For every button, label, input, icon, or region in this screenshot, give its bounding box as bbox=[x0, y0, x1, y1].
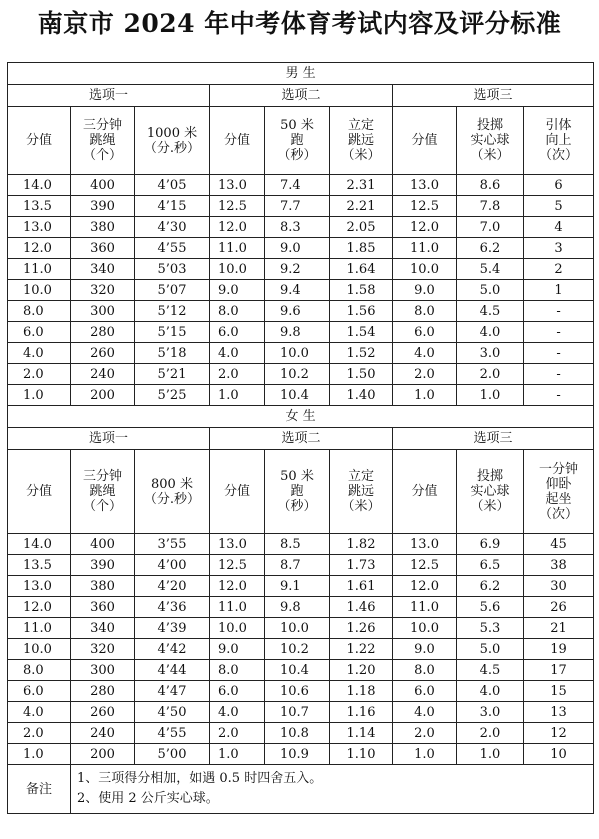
table-cell: 38 bbox=[524, 555, 594, 576]
female-column-header bbox=[265, 450, 330, 534]
table-cell: 5 bbox=[524, 196, 594, 217]
table-cell: 7.0 bbox=[457, 217, 524, 238]
table-cell: 8.6 bbox=[457, 175, 524, 196]
table-cell: 13.0 bbox=[210, 534, 265, 555]
table-cell: 9.0 bbox=[210, 639, 265, 660]
table-cell: - bbox=[524, 322, 594, 343]
female-option-1: 选项一 bbox=[8, 428, 210, 450]
table-cell: 4.5 bbox=[457, 660, 524, 681]
male-table-row bbox=[8, 259, 594, 280]
table-cell: 4.5 bbox=[457, 301, 524, 322]
table-cell: 17 bbox=[524, 660, 594, 681]
male-table-row bbox=[8, 280, 594, 301]
header-text: 引体 向上 （次） bbox=[539, 118, 579, 163]
table-cell: 10.7 bbox=[265, 702, 330, 723]
table-cell: 1.61 bbox=[330, 576, 393, 597]
table-cell: 26 bbox=[524, 597, 594, 618]
female-section-label: 女 生 bbox=[8, 406, 594, 428]
table-cell: 12 bbox=[524, 723, 594, 744]
table-cell: 1.20 bbox=[330, 660, 393, 681]
table-cell: 4’05 bbox=[135, 175, 210, 196]
table-cell: 4’55 bbox=[135, 723, 210, 744]
table-cell: 8.5 bbox=[265, 534, 330, 555]
table-cell: 1.0 bbox=[210, 385, 265, 406]
table-cell: 10.0 bbox=[8, 280, 71, 301]
female-table-row bbox=[8, 534, 594, 555]
table-cell: 12.0 bbox=[210, 217, 265, 238]
table-cell: 8.3 bbox=[265, 217, 330, 238]
female-column-header bbox=[524, 450, 594, 534]
table-cell: 320 bbox=[71, 280, 135, 301]
table-cell: - bbox=[524, 343, 594, 364]
female-table-row bbox=[8, 618, 594, 639]
table-cell: 8.0 bbox=[393, 301, 457, 322]
table-cell: 10.4 bbox=[265, 660, 330, 681]
female-table-row bbox=[8, 555, 594, 576]
table-cell: 1.0 bbox=[210, 744, 265, 765]
male-table-row bbox=[8, 322, 594, 343]
table-cell: 5’15 bbox=[135, 322, 210, 343]
male-table-row bbox=[8, 196, 594, 217]
table-cell: 6.0 bbox=[393, 322, 457, 343]
table-cell: 9.8 bbox=[265, 322, 330, 343]
table-cell: 1.0 bbox=[457, 744, 524, 765]
header-text: 分值 bbox=[25, 133, 52, 148]
header-text: 投掷 实心球 （米） bbox=[470, 118, 510, 163]
table-cell: 1.82 bbox=[330, 534, 393, 555]
table-cell: 11.0 bbox=[393, 597, 457, 618]
table-cell: 10.6 bbox=[265, 681, 330, 702]
table-cell: 8.0 bbox=[8, 301, 71, 322]
table-cell: 2.05 bbox=[330, 217, 393, 238]
table-cell: 300 bbox=[71, 301, 135, 322]
table-cell: 7.7 bbox=[265, 196, 330, 217]
table-cell: 5.0 bbox=[457, 280, 524, 301]
table-cell: 13.0 bbox=[393, 175, 457, 196]
table-cell: 8.0 bbox=[210, 301, 265, 322]
table-cell: 1.14 bbox=[330, 723, 393, 744]
table-cell: 1.0 bbox=[393, 385, 457, 406]
table-body bbox=[8, 63, 594, 814]
table-cell: 4.0 bbox=[8, 343, 71, 364]
table-cell: 1.0 bbox=[457, 385, 524, 406]
table-cell: 13.0 bbox=[8, 217, 71, 238]
table-cell: 240 bbox=[71, 364, 135, 385]
table-cell: 12.0 bbox=[8, 597, 71, 618]
table-cell: 6.0 bbox=[210, 322, 265, 343]
header-text: 分值 bbox=[223, 133, 250, 148]
table-cell: 5.3 bbox=[457, 618, 524, 639]
male-table-row bbox=[8, 217, 594, 238]
table-cell: - bbox=[524, 364, 594, 385]
table-cell: 6.0 bbox=[8, 322, 71, 343]
table-cell: 1.64 bbox=[330, 259, 393, 280]
table-cell: 9.2 bbox=[265, 259, 330, 280]
header-text: 投掷 实心球 （米） bbox=[470, 469, 510, 514]
table-cell: 6.2 bbox=[457, 576, 524, 597]
notes-label: 备注 bbox=[8, 765, 71, 814]
table-cell: 10.0 bbox=[265, 343, 330, 364]
male-column-header bbox=[330, 107, 393, 175]
table-cell: 4’42 bbox=[135, 639, 210, 660]
table-cell: 45 bbox=[524, 534, 594, 555]
table-cell: 6.0 bbox=[210, 681, 265, 702]
table-cell: 10.8 bbox=[265, 723, 330, 744]
table-cell: 11.0 bbox=[210, 238, 265, 259]
male-options-row bbox=[8, 85, 594, 107]
female-header-row bbox=[8, 450, 594, 534]
table-cell: 340 bbox=[71, 259, 135, 280]
male-header-row bbox=[8, 107, 594, 175]
table-cell: 5’25 bbox=[135, 385, 210, 406]
table-cell: 13.5 bbox=[8, 196, 71, 217]
male-column-header bbox=[457, 107, 524, 175]
table-cell: 2.0 bbox=[210, 364, 265, 385]
table-cell: 1 bbox=[524, 280, 594, 301]
male-column-header bbox=[8, 107, 71, 175]
female-column-header bbox=[210, 450, 265, 534]
header-text: 三分钟 跳绳 （个） bbox=[82, 469, 122, 514]
header-text: 1000 米 （分.秒） bbox=[143, 125, 201, 156]
table-cell: 7.8 bbox=[457, 196, 524, 217]
table-cell: 200 bbox=[71, 385, 135, 406]
table-cell: 4.0 bbox=[8, 702, 71, 723]
table-cell: 380 bbox=[71, 576, 135, 597]
table-cell: 3’55 bbox=[135, 534, 210, 555]
table-cell: 12.5 bbox=[393, 555, 457, 576]
table-cell: 2.0 bbox=[8, 364, 71, 385]
table-cell: 2.0 bbox=[457, 364, 524, 385]
table-cell: 280 bbox=[71, 681, 135, 702]
female-option-3: 选项三 bbox=[393, 428, 594, 450]
table-cell: 4’20 bbox=[135, 576, 210, 597]
female-column-header bbox=[8, 450, 71, 534]
table-cell: 6 bbox=[524, 175, 594, 196]
table-cell: 12.0 bbox=[393, 217, 457, 238]
female-table-row bbox=[8, 681, 594, 702]
table-cell: 13.5 bbox=[8, 555, 71, 576]
table-cell: 4’44 bbox=[135, 660, 210, 681]
table-cell: 9.8 bbox=[265, 597, 330, 618]
table-cell: 4’55 bbox=[135, 238, 210, 259]
table-cell: 2.0 bbox=[210, 723, 265, 744]
table-cell: 4’30 bbox=[135, 217, 210, 238]
table-cell: 6.0 bbox=[393, 681, 457, 702]
female-section-row bbox=[8, 406, 594, 428]
table-cell: 12.5 bbox=[210, 196, 265, 217]
table-cell: 3.0 bbox=[457, 343, 524, 364]
header-text: 立定 跳远 （米） bbox=[341, 469, 381, 514]
table-cell: 260 bbox=[71, 702, 135, 723]
table-cell: 12.5 bbox=[210, 555, 265, 576]
table-cell: 4’39 bbox=[135, 618, 210, 639]
table-cell: 5’12 bbox=[135, 301, 210, 322]
table-cell: 4.0 bbox=[457, 322, 524, 343]
table-cell: 9.6 bbox=[265, 301, 330, 322]
table-cell: 1.40 bbox=[330, 385, 393, 406]
table-cell: 11.0 bbox=[393, 238, 457, 259]
table-cell: 340 bbox=[71, 618, 135, 639]
header-text: 一分钟 仰卧 起坐 （次） bbox=[539, 461, 579, 522]
table-cell: 3.0 bbox=[457, 702, 524, 723]
table-cell: 1.0 bbox=[8, 385, 71, 406]
table-cell: 1.16 bbox=[330, 702, 393, 723]
table-cell: 4.0 bbox=[457, 681, 524, 702]
table-cell: 2.31 bbox=[330, 175, 393, 196]
female-column-header bbox=[393, 450, 457, 534]
male-column-header bbox=[210, 107, 265, 175]
table-cell: 12.0 bbox=[8, 238, 71, 259]
female-table-row bbox=[8, 702, 594, 723]
table-cell: 300 bbox=[71, 660, 135, 681]
table-cell: 6.5 bbox=[457, 555, 524, 576]
table-cell: 4.0 bbox=[210, 343, 265, 364]
table-cell: 2.21 bbox=[330, 196, 393, 217]
female-options-row bbox=[8, 428, 594, 450]
table-cell: 1.52 bbox=[330, 343, 393, 364]
header-text: 800 米 （分.秒） bbox=[143, 476, 201, 507]
table-cell: 13 bbox=[524, 702, 594, 723]
table-cell: 11.0 bbox=[8, 618, 71, 639]
table-cell: 10.0 bbox=[210, 259, 265, 280]
table-cell: 10.0 bbox=[8, 639, 71, 660]
table-cell: 10.0 bbox=[265, 618, 330, 639]
scoring-table bbox=[7, 62, 594, 814]
male-column-header bbox=[71, 107, 135, 175]
male-table-row bbox=[8, 238, 594, 259]
male-table-row bbox=[8, 364, 594, 385]
table-cell: 12.0 bbox=[393, 576, 457, 597]
male-section-row bbox=[8, 63, 594, 85]
table-cell: 9.0 bbox=[210, 280, 265, 301]
female-table-row bbox=[8, 723, 594, 744]
header-text: 50 米 跑 （秒） bbox=[277, 118, 317, 163]
table-cell: 240 bbox=[71, 723, 135, 744]
table-cell: 19 bbox=[524, 639, 594, 660]
table-cell: 8.7 bbox=[265, 555, 330, 576]
female-table-row bbox=[8, 744, 594, 765]
table-cell: 4’15 bbox=[135, 196, 210, 217]
female-table-row bbox=[8, 660, 594, 681]
table-cell: 13.0 bbox=[210, 175, 265, 196]
table-cell: 390 bbox=[71, 555, 135, 576]
table-cell: 390 bbox=[71, 196, 135, 217]
female-column-header bbox=[71, 450, 135, 534]
table-cell: 10.2 bbox=[265, 639, 330, 660]
table-cell: 1.73 bbox=[330, 555, 393, 576]
male-section-label: 男 生 bbox=[8, 63, 594, 85]
table-cell: 360 bbox=[71, 238, 135, 259]
table-cell: 5.0 bbox=[457, 639, 524, 660]
table-cell: 8.0 bbox=[393, 660, 457, 681]
table-cell: 360 bbox=[71, 597, 135, 618]
table-cell: 10 bbox=[524, 744, 594, 765]
table-cell: 9.4 bbox=[265, 280, 330, 301]
table-cell: 2 bbox=[524, 259, 594, 280]
table-cell: 11.0 bbox=[8, 259, 71, 280]
table-cell: 9.0 bbox=[265, 238, 330, 259]
table-cell: 5.4 bbox=[457, 259, 524, 280]
table-cell: 8.0 bbox=[8, 660, 71, 681]
table-cell: 1.0 bbox=[393, 744, 457, 765]
male-column-header bbox=[524, 107, 594, 175]
male-column-header bbox=[135, 107, 210, 175]
table-cell: 21 bbox=[524, 618, 594, 639]
table-cell: 4.0 bbox=[210, 702, 265, 723]
table-cell: 6.9 bbox=[457, 534, 524, 555]
table-cell: 1.50 bbox=[330, 364, 393, 385]
female-column-header bbox=[457, 450, 524, 534]
table-cell: 13.0 bbox=[393, 534, 457, 555]
table-cell: 4 bbox=[524, 217, 594, 238]
female-table-row bbox=[8, 639, 594, 660]
header-text: 分值 bbox=[411, 484, 438, 499]
table-cell: 5’00 bbox=[135, 744, 210, 765]
table-cell: 8.0 bbox=[210, 660, 265, 681]
table-cell: 400 bbox=[71, 175, 135, 196]
table-cell: 10.2 bbox=[265, 364, 330, 385]
male-column-header bbox=[393, 107, 457, 175]
notes-content bbox=[71, 765, 594, 814]
table-cell: 400 bbox=[71, 534, 135, 555]
table-cell: 1.18 bbox=[330, 681, 393, 702]
female-column-header bbox=[330, 450, 393, 534]
table-cell: 11.0 bbox=[210, 597, 265, 618]
table-cell: 10.9 bbox=[265, 744, 330, 765]
table-cell: 9.1 bbox=[265, 576, 330, 597]
table-cell: - bbox=[524, 385, 594, 406]
table-cell: 9.0 bbox=[393, 280, 457, 301]
table-cell: 5’21 bbox=[135, 364, 210, 385]
table-cell: 4.0 bbox=[393, 702, 457, 723]
header-text: 三分钟 跳绳 （个） bbox=[82, 118, 122, 163]
male-table-row bbox=[8, 175, 594, 196]
table-cell: 1.56 bbox=[330, 301, 393, 322]
male-table-row bbox=[8, 343, 594, 364]
table-cell: - bbox=[524, 301, 594, 322]
table-cell: 1.54 bbox=[330, 322, 393, 343]
table-cell: 1.46 bbox=[330, 597, 393, 618]
table-cell: 2.0 bbox=[8, 723, 71, 744]
table-cell: 1.58 bbox=[330, 280, 393, 301]
table-cell: 1.10 bbox=[330, 744, 393, 765]
table-cell: 6.2 bbox=[457, 238, 524, 259]
table-cell: 2.0 bbox=[393, 723, 457, 744]
table-cell: 2.0 bbox=[393, 364, 457, 385]
male-option-2: 选项二 bbox=[210, 85, 393, 107]
female-table-row bbox=[8, 597, 594, 618]
table-cell: 4.0 bbox=[393, 343, 457, 364]
table-cell: 1.85 bbox=[330, 238, 393, 259]
table-cell: 380 bbox=[71, 217, 135, 238]
table-cell: 280 bbox=[71, 322, 135, 343]
notes-row bbox=[8, 765, 594, 814]
table-cell: 10.4 bbox=[265, 385, 330, 406]
table-cell: 14.0 bbox=[8, 534, 71, 555]
female-option-2: 选项二 bbox=[210, 428, 393, 450]
table-cell: 10.0 bbox=[393, 618, 457, 639]
table-cell: 30 bbox=[524, 576, 594, 597]
note-line: 2、使用 2 公斤实心球。 bbox=[77, 791, 219, 806]
table-cell: 1.0 bbox=[8, 744, 71, 765]
table-cell: 7.4 bbox=[265, 175, 330, 196]
table-cell: 200 bbox=[71, 744, 135, 765]
header-text: 分值 bbox=[25, 484, 52, 499]
table-cell: 5.6 bbox=[457, 597, 524, 618]
table-cell: 4’47 bbox=[135, 681, 210, 702]
table-cell: 2.0 bbox=[457, 723, 524, 744]
table-cell: 3 bbox=[524, 238, 594, 259]
table-cell: 9.0 bbox=[393, 639, 457, 660]
table-cell: 14.0 bbox=[8, 175, 71, 196]
table-cell: 10.0 bbox=[210, 618, 265, 639]
female-table-row bbox=[8, 576, 594, 597]
table-cell: 4’36 bbox=[135, 597, 210, 618]
male-table-row bbox=[8, 385, 594, 406]
table-cell: 320 bbox=[71, 639, 135, 660]
table-cell: 12.0 bbox=[210, 576, 265, 597]
table-cell: 4’00 bbox=[135, 555, 210, 576]
table-cell: 6.0 bbox=[8, 681, 71, 702]
male-option-1: 选项一 bbox=[8, 85, 210, 107]
table-cell: 5’18 bbox=[135, 343, 210, 364]
note-line: 1、三项得分相加，如遇 0.5 时四舍五入。 bbox=[77, 771, 323, 786]
table-cell: 15 bbox=[524, 681, 594, 702]
male-option-3: 选项三 bbox=[393, 85, 594, 107]
male-table-row bbox=[8, 301, 594, 322]
table-cell: 5’03 bbox=[135, 259, 210, 280]
table-cell: 4’50 bbox=[135, 702, 210, 723]
header-text: 分值 bbox=[223, 484, 250, 499]
table-cell: 1.26 bbox=[330, 618, 393, 639]
table-cell: 1.22 bbox=[330, 639, 393, 660]
header-text: 50 米 跑 （秒） bbox=[277, 469, 317, 514]
table-cell: 13.0 bbox=[8, 576, 71, 597]
table-cell: 12.5 bbox=[393, 196, 457, 217]
male-column-header bbox=[265, 107, 330, 175]
header-text: 分值 bbox=[411, 133, 438, 148]
page-title: 南京市 2024 年中考体育考试内容及评分标准 bbox=[37, 9, 562, 38]
header-text: 立定 跳远 （米） bbox=[341, 118, 381, 163]
table-cell: 260 bbox=[71, 343, 135, 364]
female-column-header bbox=[135, 450, 210, 534]
table-cell: 10.0 bbox=[393, 259, 457, 280]
table-cell: 5’07 bbox=[135, 280, 210, 301]
